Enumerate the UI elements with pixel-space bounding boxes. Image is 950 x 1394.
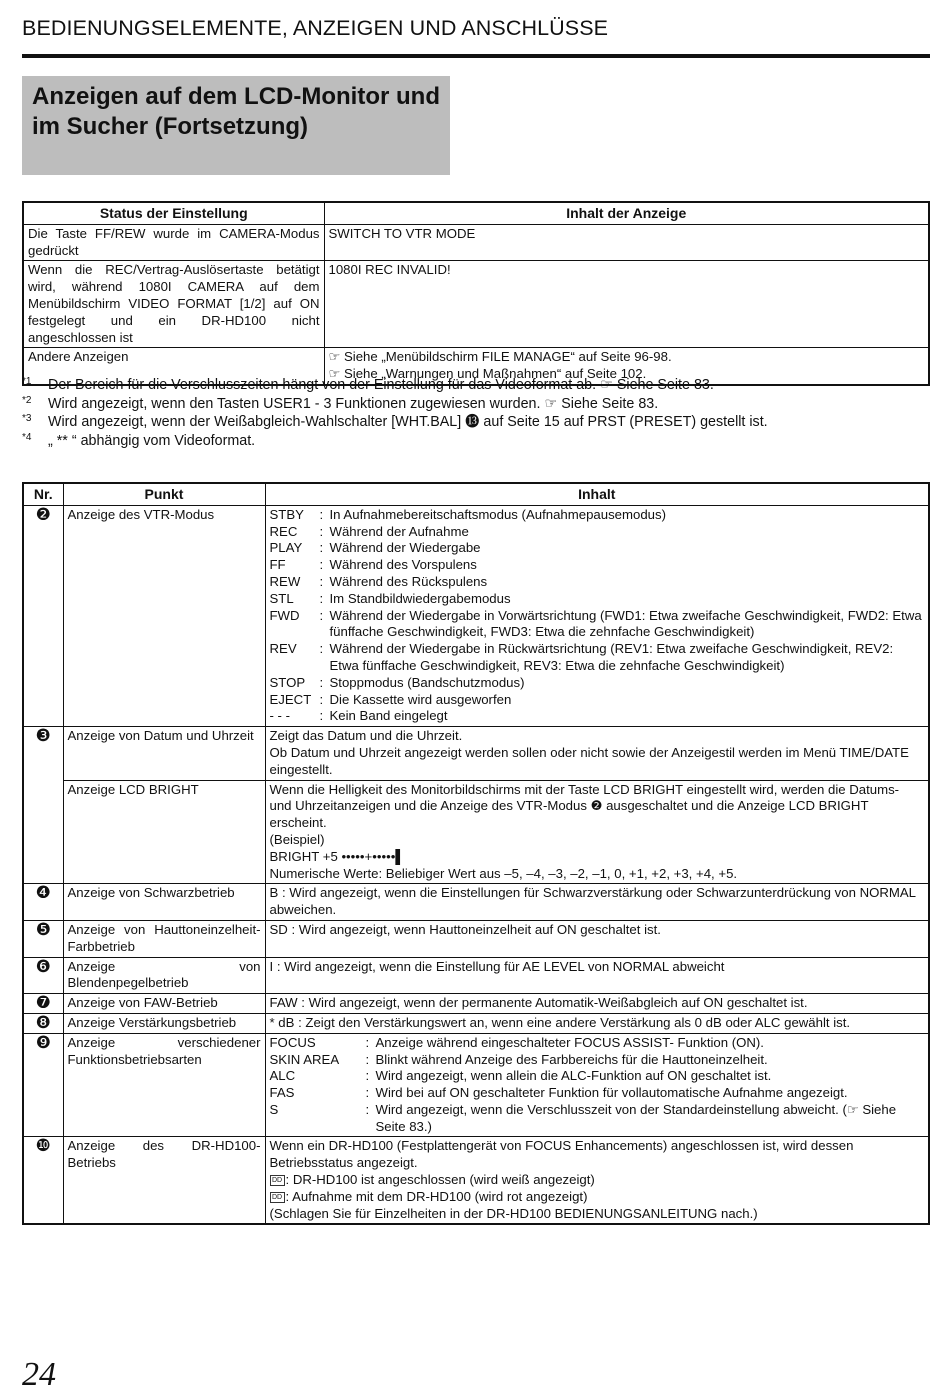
item-name: Anzeige des DR-HD100-Betriebs — [63, 1137, 265, 1224]
section-title: Anzeigen auf dem LCD-Monitor und im Sucher (Fortsetzung) — [32, 83, 440, 140]
mode-value: Stoppmodus (Bandschutzmodus) — [329, 674, 525, 690]
items-table-header — [23, 483, 929, 505]
item-number: ❻ — [23, 957, 63, 994]
table-row-date — [23, 727, 929, 780]
table-row-faw — [23, 994, 929, 1014]
mode-value: Während der Wiedergabe — [329, 540, 481, 556]
item-name: Anzeige von FAW-Betrieb — [63, 994, 265, 1014]
table-row-lcd-bright — [23, 780, 929, 884]
list-item: STOP : Stoppmodus (Bandschutzmodus) — [270, 675, 925, 692]
mode-key: REC — [269, 523, 298, 539]
item-content — [265, 780, 929, 884]
list-item: FWD : Während der Wiedergabe in Vorwärtsrichtung (FWD1: Etwa zweifache Geschwindigkeit, FWD2: Etwa fünffache Geschwindigkeit, FWD3: Etwa die zehnfache Geschwindigkeit) — [270, 608, 925, 642]
footnote-text: Wird angezeigt, wenn der Weißabgleich-Wahlschalter [WHT.BAL] ⓭ auf Seite 15 auf PRST (PRESET) gestellt ist. — [48, 414, 768, 431]
list-item: FF : Während des Vorspulens — [270, 557, 925, 574]
footnote-mark: *4 — [22, 431, 32, 443]
footnote-text: „ ** “ abhängig vom Videoformat. — [48, 432, 256, 449]
dr-hd100-record-icon: DD — [270, 1192, 285, 1203]
reference-line: ☞ Siehe „Warnungen und Maßnahmen“ auf Seite 102. — [328, 366, 647, 382]
list-item: PLAY : Während der Wiedergabe — [270, 540, 925, 557]
footnote-mark: *1 — [22, 376, 32, 387]
status-cell: Die Taste FF/REW wurde im CAMERA-Modus gedrückt — [23, 224, 324, 261]
item-number: ❷ — [23, 505, 63, 726]
content-line: (Schlagen Sie für Einzelheiten in der DR-HD100 BEDIENUNGSANLEITUNG nach.) — [269, 1205, 758, 1221]
mode-value: Während der Wiedergabe in Rückwärtsrichtung (REV1: Etwa zweifache Geschwindigkeit, REV2: Etwa fünffache Geschwindigkeit, REV3: Etwa die zehnfache Geschwindigkeit) — [329, 641, 894, 673]
item-number: ❹ — [23, 884, 63, 921]
mode-value: Kein Band eingelegt — [329, 708, 448, 724]
list-item: - - - : Kein Band eingelegt — [270, 708, 925, 725]
table-row-black — [23, 884, 929, 921]
status-table-header — [23, 202, 929, 224]
mode-key: STBY — [269, 506, 304, 522]
item-content: I : Wird angezeigt, wenn die Einstellung für AE LEVEL von NORMAL abweicht — [265, 957, 929, 994]
list-item: REC : Während der Aufnahme — [270, 524, 925, 541]
mode-key: SKIN AREA — [269, 1051, 340, 1067]
item-number: ❸ — [23, 727, 63, 884]
footnote-mark: *3 — [22, 413, 32, 425]
content-line: Ob Datum und Uhrzeit angezeigt werden sollen oder nicht sowie der Anzeigestil werden im Menü TIME/DATE eingestellt. — [269, 744, 909, 777]
item-number: ❿ — [23, 1137, 63, 1224]
reference-line: ☞ Siehe „Menübildschirm FILE MANAGE“ auf Seite 96-98. — [328, 349, 672, 365]
mode-key: STL — [269, 590, 294, 606]
mode-value: Während des Vorspulens — [329, 557, 477, 573]
status-text: : DR-HD100 ist angeschlossen (wird weiß angezeigt) — [285, 1172, 595, 1188]
mode-key: - - - — [269, 708, 291, 724]
status-table — [22, 201, 930, 386]
list-item: FOCUS : Anzeige während eingeschalteter FOCUS ASSIST- Funktion (ON). — [270, 1035, 925, 1052]
column-header-display: Inhalt der Anzeige — [324, 202, 929, 224]
item-content: FAW : Wird angezeigt, wenn der permanente Automatik-Weißabgleich auf ON geschaltet ist. — [265, 994, 929, 1014]
list-item: ALC : Wird angezeigt, wenn allein die ALC-Funktion auf ON geschaltet ist. — [270, 1068, 925, 1085]
item-content — [265, 727, 929, 780]
item-content: * dB : Zeigt den Verstärkungswert an, wenn eine andere Verstärkung als 0 dB oder ALC gewählt ist. — [265, 1013, 929, 1033]
list-item: S : Wird angezeigt, wenn die Verschlusszeit von der Standardeinstellung abweicht. (☞ Siehe Seite 83.) — [270, 1102, 925, 1136]
footnote-mark: *2 — [22, 394, 32, 406]
content-line: Zeigt das Datum und die Uhrzeit. — [269, 728, 463, 744]
column-header-punkt: Punkt — [63, 483, 265, 505]
content-line: (Beispiel) — [269, 831, 325, 847]
mode-value: Im Standbildwiedergabemodus — [329, 590, 511, 606]
header-title: BEDIENUNGSELEMENTE, ANZEIGEN UND ANSCHLÜSSE — [22, 16, 609, 40]
display-cell: 1080I REC INVALID! — [324, 261, 929, 348]
content-line: Numerische Werte: Beliebiger Wert aus –5, –4, –3, –2, –1, 0, +1, +2, +3, +4, +5. — [269, 865, 738, 881]
column-header-inhalt: Inhalt — [265, 483, 929, 505]
mode-value: Anzeige während eingeschalteter FOCUS ASSIST- Funktion (ON). — [375, 1034, 764, 1050]
table-row-skin — [23, 920, 929, 957]
mode-value: Während der Aufnahme — [329, 523, 469, 539]
content-line — [270, 1189, 925, 1206]
mode-key: ALC — [269, 1068, 296, 1084]
display-cell: SWITCH TO VTR MODE — [324, 224, 929, 261]
item-name: Anzeige von Datum und Uhrzeit — [63, 727, 265, 780]
item-content — [265, 1137, 929, 1224]
section-title-box — [22, 76, 450, 175]
column-header-nr: Nr. — [23, 483, 63, 505]
table-row — [23, 261, 929, 348]
mode-key: FF — [269, 557, 286, 573]
item-name: Anzeige von Blendenpegelbetrieb — [63, 957, 265, 994]
footnote — [22, 376, 930, 395]
table-row-gain — [23, 1013, 929, 1033]
bright-example: BRIGHT +5 •••••+•••••▌ — [269, 848, 405, 864]
mode-key: REV — [269, 641, 297, 657]
page-header — [22, 16, 930, 58]
table-row-iris — [23, 957, 929, 994]
content-line: Wenn die Helligkeit des Monitorbildschirms mit der Taste LCD BRIGHT eingestellt wird, werden die Datums- und Uhrzeitanzeigen und die Anzeige des VTR-Modus ❷ ausgeschaltet und die Anzeige LCD BRIGHT erscheint. — [269, 781, 900, 831]
item-number: ❺ — [23, 920, 63, 957]
list-item: STBY : In Aufnahmebereitschaftsmodus (Aufnahmepausemodus) — [270, 507, 925, 524]
list-item: FAS : Wird bei auf ON geschalteter Funktion für vollautomatische Aufnahme angezeigt. — [270, 1085, 925, 1102]
footnote — [22, 432, 930, 451]
page-number: 24 — [22, 1356, 56, 1393]
mode-value: Während der Wiedergabe in Vorwärtsrichtung (FWD1: Etwa zweifache Geschwindigkeit, FWD2: Etwa fünffache Geschwindigkeit, FWD3: Etwa die zehnfache Geschwindigkeit) — [329, 607, 922, 640]
mode-key: S — [269, 1101, 279, 1117]
mode-key: EJECT — [269, 691, 312, 707]
status-cell: Wenn die REC/Vertrag-Auslösertaste betätigt wird, während 1080I CAMERA auf dem Menübildschirm VIDEO FORMAT [1/2] auf ON festgelegt und ein DR-HD100 nicht angeschlossen ist — [23, 261, 324, 348]
mode-value: Wird angezeigt, wenn die Verschlusszeit von der Standardeinstellung abweicht. (☞ Siehe Seite 83.) — [375, 1101, 897, 1134]
item-content: B : Wird angezeigt, wenn die Einstellungen für Schwarzverstärkung oder Schwarzunterdrückung von NORMAL abweichen. — [265, 884, 929, 921]
footnotes — [22, 376, 930, 450]
footnote-text: Wird angezeigt, wenn den Tasten USER1 - 3 Funktionen zugewiesen wurden. ☞ Siehe Seite 83. — [48, 395, 659, 412]
footnote — [22, 395, 930, 414]
item-number: ❼ — [23, 994, 63, 1014]
item-name: Anzeige des VTR-Modus — [63, 505, 265, 726]
mode-value: Während des Rückspulens — [329, 573, 488, 589]
vtr-mode-list — [265, 505, 929, 726]
list-item: REW : Während des Rückspulens — [270, 574, 925, 591]
content-line: Wenn ein DR-HD100 (Festplattengerät von FOCUS Enhancements) angeschlossen ist, wird dessen Betriebsstatus angezeigt. — [269, 1138, 854, 1171]
mode-value: Wird bei auf ON geschalteter Funktion für vollautomatische Aufnahme angezeigt. — [375, 1085, 848, 1101]
list-item: STL : Im Standbildwiedergabemodus — [270, 591, 925, 608]
mode-key: FAS — [269, 1085, 295, 1101]
content-line — [270, 1172, 925, 1189]
column-header-status: Status der Einstellung — [23, 202, 324, 224]
item-content: SD : Wird angezeigt, wenn Hauttoneinzelheit auf ON geschaltet ist. — [265, 920, 929, 957]
status-text: : Aufnahme mit dem DR-HD100 (wird rot angezeigt) — [285, 1188, 588, 1204]
mode-value: Blinkt während Anzeige des Farbbereichs für die Hauttoneinzelheit. — [375, 1051, 768, 1067]
item-name: Anzeige verschiedener Funktionsbetriebsarten — [63, 1033, 265, 1137]
item-name: Anzeige LCD BRIGHT — [63, 780, 265, 884]
items-table — [22, 482, 930, 1225]
list-item: REV : Während der Wiedergabe in Rückwärtsrichtung (REV1: Etwa zweifache Geschwindigkeit, REV2: Etwa fünffache Geschwindigkeit, REV3: Etwa die zehnfache Geschwindigkeit) — [270, 641, 925, 675]
mode-key: FWD — [269, 607, 300, 623]
table-row-dr-hd100 — [23, 1137, 929, 1224]
table-row — [23, 224, 929, 261]
item-name: Anzeige Verstärkungsbetrieb — [63, 1013, 265, 1033]
status-cell: Andere Anzeigen — [23, 348, 324, 385]
mode-value: In Aufnahmebereitschaftsmodus (Aufnahmepausemodus) — [329, 506, 666, 522]
list-item: SKIN AREA : Blinkt während Anzeige des Farbbereichs für die Hauttoneinzelheit. — [270, 1052, 925, 1069]
dr-hd100-icon: DD — [270, 1175, 285, 1186]
item-name: Anzeige von Schwarzbetrieb — [63, 884, 265, 921]
item-number: ❾ — [23, 1033, 63, 1137]
list-item: EJECT : Die Kassette wird ausgeworfen — [270, 692, 925, 709]
mode-key: STOP — [269, 674, 306, 690]
footnote — [22, 413, 930, 432]
mode-key: REW — [269, 573, 301, 589]
item-number: ❽ — [23, 1013, 63, 1033]
mode-value: Wird angezeigt, wenn allein die ALC-Funktion auf ON geschaltet ist. — [375, 1068, 772, 1084]
footnote-text: Der Bereich für die Verschlusszeiten hängt von der Einstellung für das Videoformat ab. ☞ Siehe Seite 83. — [48, 377, 714, 393]
mode-key: FOCUS — [269, 1034, 316, 1050]
mode-key: PLAY — [269, 540, 303, 556]
table-row-vtr — [23, 505, 929, 726]
mode-value: Die Kassette wird ausgeworfen — [329, 691, 512, 707]
table-row-functions — [23, 1033, 929, 1137]
item-name: Anzeige von Hauttoneinzelheit-Farbbetrieb — [63, 920, 265, 957]
function-mode-list — [265, 1033, 929, 1137]
